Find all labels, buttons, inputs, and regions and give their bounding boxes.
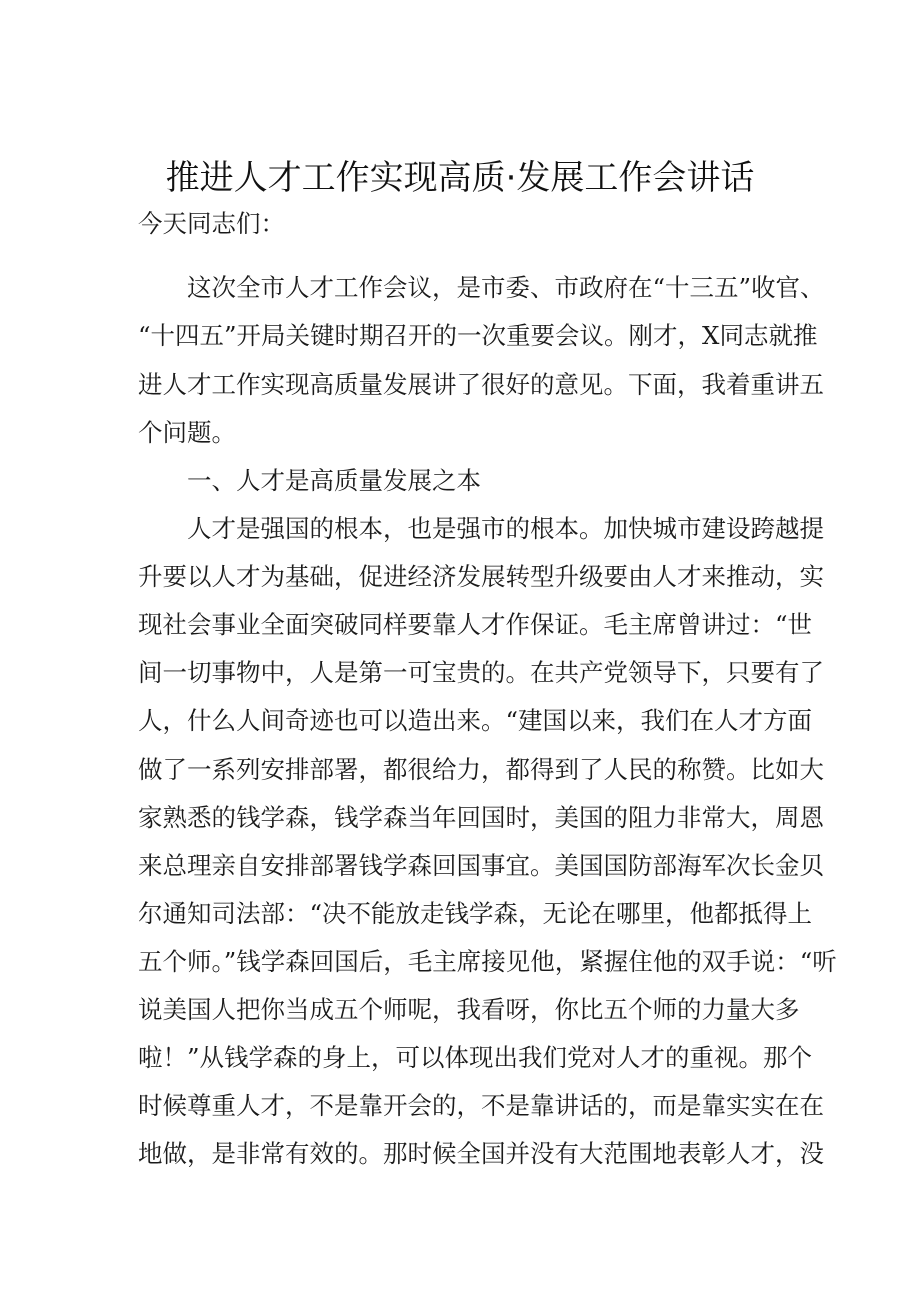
paragraph2-line-11: 说美国人把你当成五个师呢，我看呀，你比五个师的力量大多 — [138, 995, 800, 1024]
paragraph2-line-8: 来总理亲自安排部署钱学森回国事宜。美国国防部海军次长金贝 — [138, 851, 824, 880]
paragraph1-line-2: “十四五”开局关键时期召开的一次重要会议。刚才，X同志就推 — [138, 321, 818, 350]
paragraph2-line-10: 五个师。”钱学森回国后，毛主席接见他，紧握住他的双手说：“听 — [138, 947, 837, 976]
paragraph1-line-4: 个问题。 — [138, 418, 236, 447]
paragraph2-line-1: 人才是强国的根本，也是强市的根本。加快城市建设跨越提 — [187, 514, 824, 543]
paragraph2-line-6: 做了一系列安排部署，都很给力，都得到了人民的称赞。比如大 — [138, 755, 824, 784]
paragraph2-line-4: 间一切事物中，人是第一可宝贵的。在共产党领导下，只要有了 — [138, 658, 824, 687]
paragraph2-line-9: 尔通知司法部：“决不能放走钱学森，无论在哪里，他都抵得上 — [138, 899, 813, 928]
paragraph1-line-1: 这次全市人才工作会议，是市委、市政府在“十三五”收官、 — [187, 273, 825, 302]
paragraph1-line-3: 进人才工作实现高质量发展讲了很好的意见。下面，我着重讲五 — [138, 370, 824, 399]
section-heading-1: 一、人才是高质量发展之本 — [187, 466, 481, 495]
paragraph2-line-5: 人，什么人间奇迹也可以造出来。“建国以来，我们在人才方面 — [138, 706, 813, 735]
paragraph2-line-2: 升要以人才为基础，促进经济发展转型升级要由人才来推动，实 — [138, 562, 824, 591]
paragraph2-line-12: 啦！”从钱学森的身上，可以体现出我们党对人才的重视。那个 — [138, 1043, 813, 1072]
paragraph2-line-14: 地做，是非常有效的。那时候全国并没有大范围地表彰人才，没 — [138, 1139, 824, 1168]
document-title: 推进人才工作实现高质·发展工作会讲话 — [165, 158, 755, 198]
paragraph2-line-3: 现社会事业全面突破同样要靠人才作保证。毛主席曾讲过：“世 — [138, 610, 813, 639]
paragraph2-line-13: 时候尊重人才，不是靠开会的，不是靠讲话的，而是靠实实在在 — [138, 1091, 824, 1120]
paragraph2-line-7: 家熟悉的钱学森，钱学森当年回国时，美国的阻力非常大，周恩 — [138, 803, 824, 832]
salutation: 今天同志们： — [138, 209, 285, 238]
